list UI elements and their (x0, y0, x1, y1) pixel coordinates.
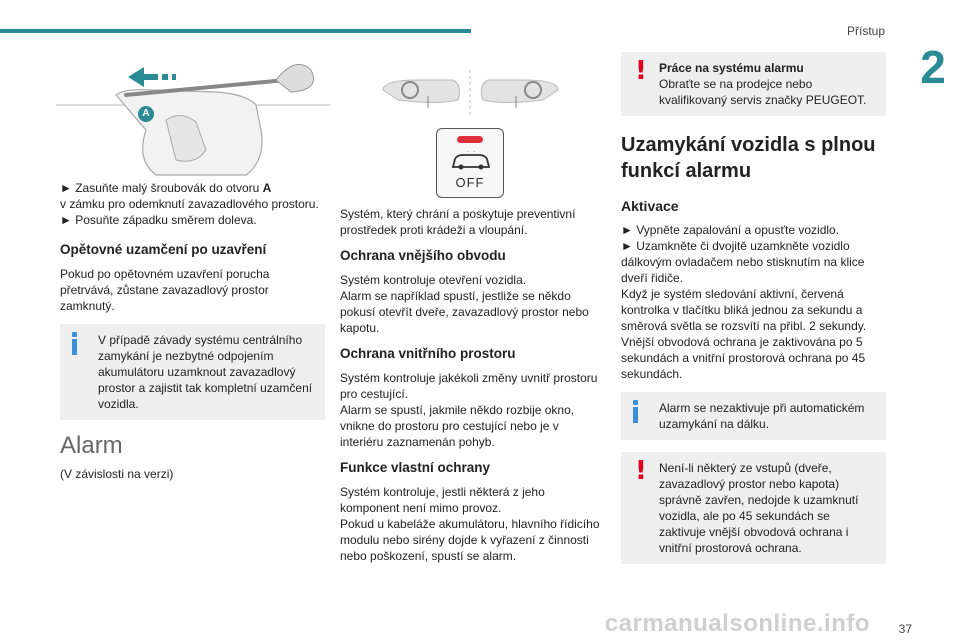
column-middle (340, 206, 605, 574)
chapter-number: 2 (906, 40, 960, 94)
watermark: carmanualsonline.info (604, 610, 870, 637)
column-left (60, 180, 325, 492)
alarm-off-button[interactable] (436, 128, 504, 198)
info-note: V případě závady systému centrálního zamykání je nezbytné odpojením akumulátoru uzamknout zavazadlový prostor a zajistit tak kompletní uzamčení vozidla. (60, 324, 325, 420)
info-icon (72, 332, 77, 356)
heading-relock: Opětovné uzamčení po uzavření (60, 242, 267, 257)
arrow-left-icon (128, 67, 176, 87)
header-accent-bar (0, 29, 471, 33)
warning-icon: ! (635, 456, 647, 486)
interior-mirror-illustration (378, 70, 563, 115)
heading-section-1: Ochrana vnějšího obvodu (340, 248, 506, 263)
activation-text: ► Vypněte zapalování a opusťte vozidlo. ► Uzamkněte či dvojitě uzamkněte vozidlo dálkovým ovladačem nebo stisknutím na klice dveří řidiče. Když je systém sledování aktivní, červená kontrolka v tlačítku bliká jednou za sekundu a směrová světla se rozsvítí na přibl. 2 sekundy. Vnější obvodová ochrana je zaktivována po 5 sekundách a vnitřní prostorová ochrana po 45 sekundách. (621, 223, 867, 381)
heading-section-3: Funkce vlastní ochrany (340, 460, 491, 475)
alarm-title: Alarm (60, 432, 123, 459)
main-heading: Uzamykání vozidla s plnou funkcí alarmu (621, 134, 876, 182)
column-right (621, 52, 886, 576)
info-note-2: Alarm se nezaktivuje při automatickém uzamykání na dálku. (621, 392, 886, 440)
section-1-text: Systém kontroluje otevření vozidla. Alarm se například spustí, jestliže se někdo pokusí otevřít dveře, zavazadlový prostor nebo kapotu. (340, 273, 589, 335)
warning-note-1: ! Práce na systému alarmu Obraťte se na prodejce nebo kvalifikovaný servis značky PEUGEOT. (621, 52, 886, 116)
led-indicator (457, 136, 483, 143)
section-title: Přístup (846, 24, 885, 38)
step-1: ► Zasuňte malý šroubovák do otvoru A v zámku pro odemknutí zavazadlového prostoru. ► Posuňte západku směrem doleva. (60, 181, 319, 227)
alarm-subtitle: (V závislosti na verzi) (60, 467, 174, 481)
relock-text: Pokud po opětovném uzavření porucha přetrvává, zůstane zavazadlový prostor zamknutý. (60, 267, 270, 313)
car-shield-icon (449, 151, 493, 171)
heading-section-2: Ochrana vnitřního prostoru (340, 346, 516, 361)
info-icon (633, 400, 638, 424)
warning-note-2: ! Není-li některý ze vstupů (dveře, zavazadlový prostor nebo kapota) správně zavřen, nedojde k uzamknutí vozidla, ale po 45 sekundách se zaktivuje vnější obvodová ochrana i vnitřní prostorová ochrana. (621, 452, 886, 564)
off-label: OFF (455, 175, 485, 190)
section-3-text: Systém kontroluje, jestli některá z jeho komponent není mimo provoz. Pokud u kabeláže akumulátoru, hlavního řídicího modulu nebo sirény dojde k vyřazení z činnosti nebo poškození, spustí se alarm. (340, 485, 600, 563)
callout-marker-a: A (138, 106, 154, 122)
page-number: 37 (898, 622, 912, 636)
section-2-text: Systém kontroluje jakékoli změny uvnitř prostoru pro cestující. Alarm se spustí, jakmile někdo rozbije okno, vnikne do prostoru pro cestující nebo je v interiéru zaznamenán pohyb. (340, 371, 598, 449)
trunk-lock-illustration (56, 50, 331, 180)
intro-text: Systém, který chrání a poskytuje preventivní prostředek proti krádeži a vloupání. (340, 207, 576, 237)
warning-icon: ! (635, 56, 647, 86)
activation-heading: Aktivace (621, 198, 679, 214)
